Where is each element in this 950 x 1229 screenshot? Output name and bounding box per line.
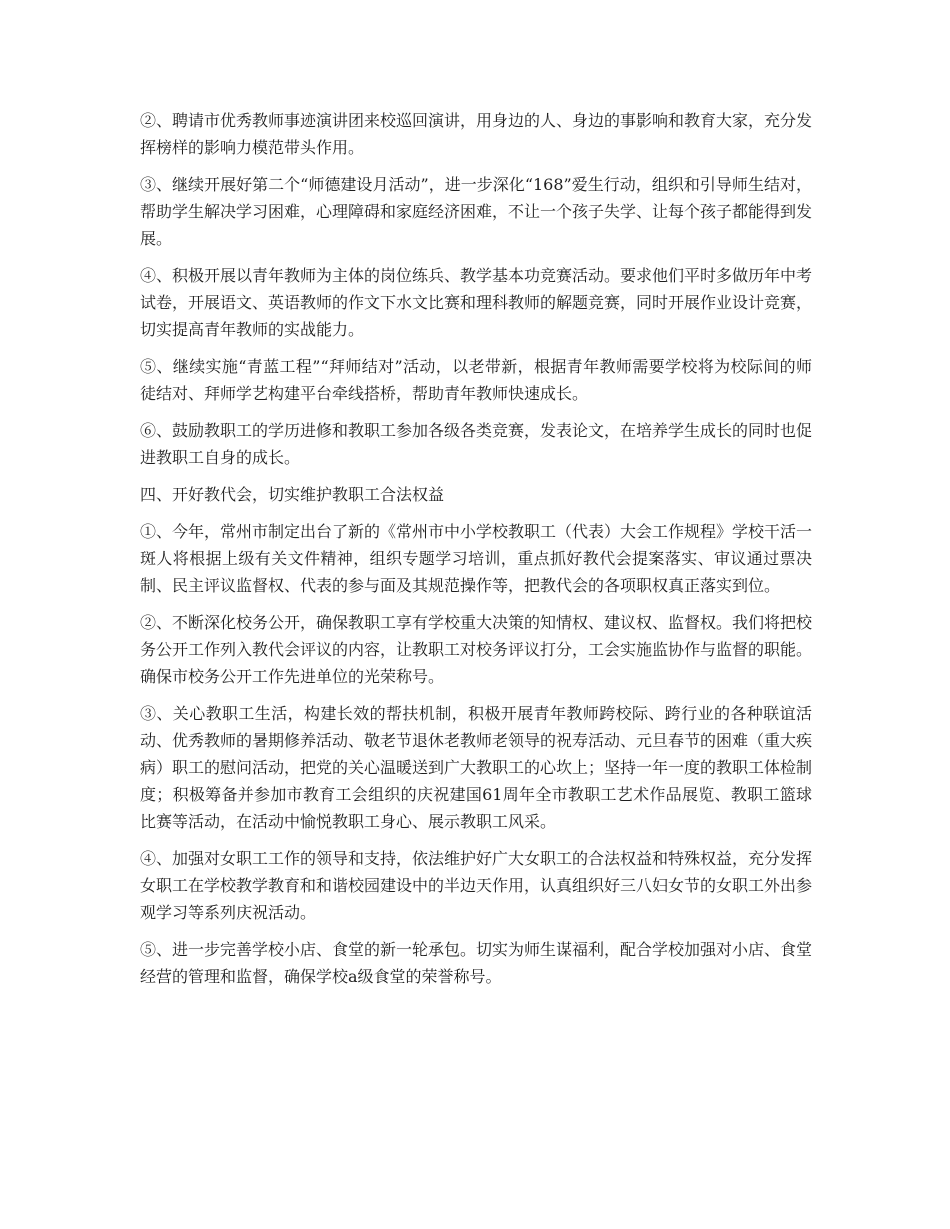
paragraph-4-young-teacher-contest: ④、积极开展以青年教师为主体的岗位练兵、教学基本功竞赛活动。要求他们平时多做历年中考试卷，开展语文、英语教师的作文下水文比赛和理科教师的解题竞赛，同时开展作业设计竞赛，切实提高青年教师的实战能力。 [140,266,813,339]
document-page [140,107,812,1000]
paragraph-2-speech-tour: ②、聘请市优秀教师事迹演讲团来校巡回演讲，用身边的人、身边的事影响和教育大家，充分发挥榜样的影响力模范带头作用。 [140,111,813,157]
paragraph-3-ethics-month: ③、继续开展好第二个“师德建设月活动”，进一步深化“168”爱生行动，组织和引导师生结对，帮助学生解决学习困难，心理障碍和家庭经济困难，不让一个孩子失学、让每个孩子都能得到发展。 [140,175,813,248]
paragraph-1-congress-rules: ①、今年，常州市制定出台了新的《常州市中小学校教职工（代表）大会工作规程》学校干活一斑人将根据上级有关文件精神，组织专题学习培训，重点抓好教代会提案落实、审议通过票决制、民主评议监督权、代表的参与面及其规范操作等，把教代会的各项职权真正落实到位。 [140,522,813,595]
paragraph-4-female-staff: ④、加强对女职工工作的领导和支持，依法维护好广大女职工的合法权益和特殊权益，充分发挥女职工在学校教学教育和和谐校园建设中的半边天作用，认真组织好三八妇女节的女职工外出参观学习等系列庆祝活动。 [140,849,813,922]
paragraph-5-mentoring: ⑤、继续实施“青蓝工程”“拜师结对”活动，以老带新，根据青年教师需要学校将为校际间的师徒结对、拜师学艺构建平台牵线搭桥，帮助青年教师快速成长。 [140,357,812,403]
section-heading-staff-congress: 四、开好教代会，切实维护教职工合法权益 [140,485,445,504]
paragraph-5-canteen: ⑤、进一步完善学校小店、食堂的新一轮承包。切实为师生谋福利，配合学校加强对小店、食堂经营的管理和监督，确保学校a级食堂的荣誉称号。 [140,940,813,986]
paragraph-6-further-study: ⑥、鼓励教职工的学历进修和教职工参加各级各类竞赛，发表论文，在培养学生成长的同时也促进教职工自身的成长。 [140,421,813,467]
paragraph-3-staff-welfare: ③、关心教职工生活，构建长效的帮扶机制，积极开展青年教师跨校际、跨行业的各种联谊活动、优秀教师的暑期修养活动、敬老节退休老教师老领导的祝寿活动、元旦春节的困难（重大疾病）职工的慰问活动，把党的关心温暖送到广大教职工的心坎上；坚持一年一度的教职工体检制度；积极筹备并参加市教育工会组织的庆祝建国61周年全市教职工艺术作品展览、教职工篮球比赛等活动，在活动中愉悦教职工身心、展示教职工风采。 [140,704,813,831]
paragraph-2-school-affairs-openness: ②、不断深化校务公开，确保教职工享有学校重大决策的知情权、建议权、监督权。我们将把校务公开工作列入教代会评议的内容，让教职工对校务评议打分，工会实施监协作与监督的职能。确保市校务公开工作先进单位的光荣称号。 [140,613,813,686]
